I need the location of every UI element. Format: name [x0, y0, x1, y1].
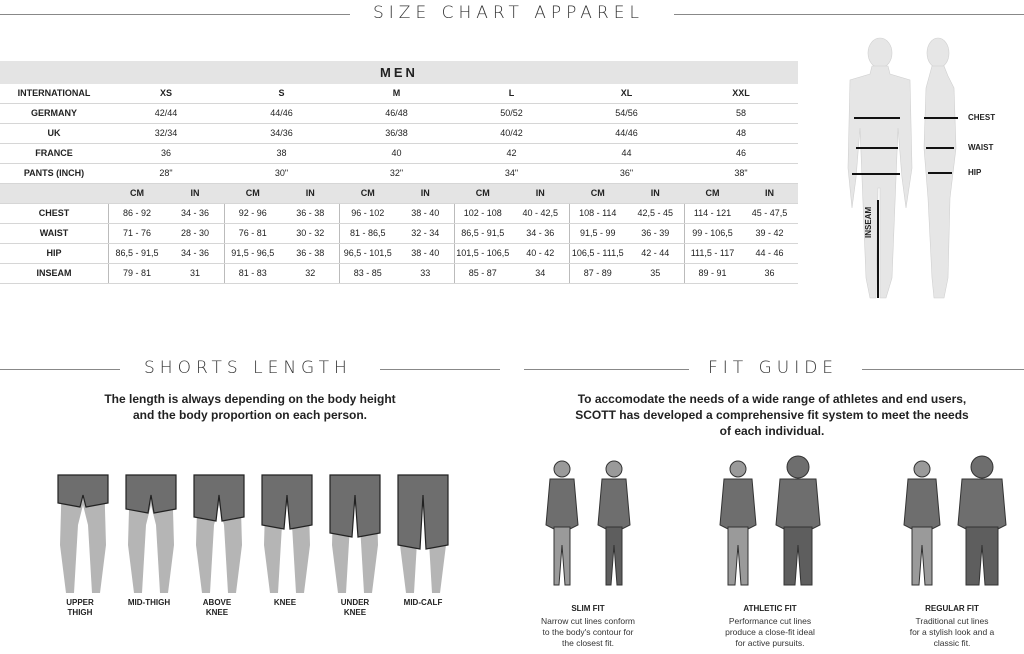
size-header: S: [278, 88, 285, 98]
table-cell: 38": [734, 168, 748, 178]
shorts-figure: [194, 475, 244, 593]
table-cell: 38 - 40: [411, 208, 440, 218]
table-cell: 32 - 34: [411, 228, 440, 238]
fit-figure: [546, 461, 578, 585]
fit-description-line: SCOTT has developed a comprehensive fit system to meet the needs: [575, 408, 969, 422]
waist-label: WAIST: [968, 143, 994, 152]
hip-label: HIP: [968, 168, 982, 177]
fit-description-line: of each individual.: [719, 424, 825, 438]
table-cell: 114 - 121: [693, 208, 732, 218]
fit-illustrations: [530, 455, 1024, 595]
unit-header: CM: [590, 188, 605, 198]
fit-description-line: for active pursuits.: [735, 638, 805, 648]
fit-name: SLIM FIT: [571, 604, 605, 613]
table-cell: 36 - 39: [641, 228, 670, 238]
table-cell: 34 - 36: [526, 228, 555, 238]
table-cell: 33: [420, 268, 431, 278]
fit-description-line: Traditional cut lines: [915, 616, 989, 626]
fit-name: REGULAR FIT: [925, 604, 979, 613]
shorts-title: SHORTS LENGTH: [144, 358, 352, 378]
table-row-measurement: [0, 224, 798, 244]
table-cell: 79 - 81: [122, 268, 152, 278]
table-cell: 28 - 30: [180, 228, 210, 238]
shorts-label-line: THIGH: [67, 608, 93, 617]
table-cell: 42,5 - 45: [637, 208, 674, 218]
size-table: [0, 61, 798, 284]
shorts-label-line: KNEE: [343, 608, 367, 617]
table-cell: 86 - 92: [122, 208, 152, 218]
size-header: XXL: [732, 88, 750, 98]
chest-label: CHEST: [968, 113, 996, 122]
shorts-illustrations: [40, 465, 480, 595]
table-cell: 54/56: [615, 108, 638, 118]
inseam-label: INSEAM: [864, 206, 873, 238]
table-row-conversion: [0, 144, 798, 164]
table-cell: 96,5 - 101,5: [343, 248, 392, 258]
table-cell: 83 - 85: [353, 268, 382, 278]
table-cell: 44/46: [615, 128, 638, 138]
table-row-conversion: [0, 124, 798, 144]
row-label: GERMANY: [30, 108, 77, 118]
unit-header: IN: [535, 188, 545, 198]
fit-figure: [958, 456, 1006, 585]
table-cell: 92 - 96: [238, 208, 267, 218]
table-cell: 89 - 91: [698, 268, 727, 278]
table-cell: 71 - 76: [122, 228, 152, 238]
shorts-label-line: MID-THIGH: [127, 598, 171, 607]
table-cell: 96 - 102: [351, 208, 385, 218]
table-cell: 111,5 - 117: [690, 248, 735, 258]
fit-description-line: Narrow cut lines conform: [540, 616, 635, 626]
header-rule-right: [674, 14, 1024, 15]
table-cell: 34: [535, 268, 546, 278]
table-cell: 91,5 - 99: [579, 228, 616, 238]
table-cell: 50/52: [500, 108, 523, 118]
table-cell: 30": [274, 168, 289, 178]
table-cell: 36 - 38: [296, 248, 325, 258]
unit-header: IN: [650, 188, 660, 198]
table-cell: 39 - 42: [755, 228, 784, 238]
fit-figure: [776, 456, 820, 585]
table-cell: 40: [391, 148, 402, 158]
table-cell: 99 - 106,5: [692, 228, 733, 238]
table-cell: 42/44: [154, 108, 178, 118]
table-cell: 36: [764, 268, 775, 278]
fit-figure: [904, 461, 940, 585]
table-cell: 34/36: [270, 128, 293, 138]
table-cell: 81 - 83: [238, 268, 267, 278]
fit-description: [520, 391, 1024, 439]
fit-description-line: produce a close-fit ideal: [725, 627, 815, 637]
table-cell: 35: [650, 268, 661, 278]
table-row-measurement: [0, 264, 798, 284]
table-cell: 40 - 42,5: [522, 208, 559, 218]
fit-rule-right: [862, 369, 1024, 370]
shorts-label: [378, 598, 468, 608]
shorts-description-line: and the body proportion on each person.: [132, 408, 367, 422]
shorts-label-line: UNDER: [340, 598, 370, 607]
row-label: UK: [47, 128, 61, 138]
unit-header: CM: [475, 188, 490, 198]
table-cell: 45 - 47,5: [751, 208, 788, 218]
fit-name: ATHLETIC FIT: [743, 604, 797, 613]
table-cell: 36: [160, 148, 171, 158]
fit-description-line: for a stylish look and a: [909, 627, 995, 637]
fit-description: [690, 616, 850, 649]
shorts-label-line: UPPER: [66, 598, 94, 607]
table-cell: 42: [506, 148, 517, 158]
table-cell: 34 - 36: [180, 208, 210, 218]
fit-description-line: the closest fit.: [562, 638, 614, 648]
table-cell: 58: [735, 108, 746, 118]
body-measurement-figure: [820, 28, 1024, 318]
table-cell: 40 - 42: [526, 248, 555, 258]
fit-figure: [598, 461, 630, 585]
fit-description: [872, 616, 1024, 649]
shorts-figure: [262, 475, 312, 593]
table-cell: 76 - 81: [238, 228, 267, 238]
table-cell: 36/38: [385, 128, 408, 138]
shorts-label-line: KNEE: [273, 598, 297, 607]
table-cell: 30 - 32: [296, 228, 325, 238]
table-cell: 38 - 40: [411, 248, 440, 258]
fit-guide-title: FIT GUIDE: [708, 358, 839, 378]
table-cell: 32": [389, 168, 404, 178]
table-cell: 32/34: [154, 128, 178, 138]
table-cell: 34 - 36: [180, 248, 210, 258]
row-label: INTERNATIONAL: [17, 88, 91, 98]
row-label: PANTS (INCH): [23, 168, 85, 178]
unit-header: CM: [705, 188, 720, 198]
fit-description-line: To accomodate the needs of a wide range of athletes and end users,: [577, 392, 967, 406]
size-header: L: [508, 88, 515, 98]
unit-header: CM: [245, 188, 260, 198]
shorts-description: [0, 391, 500, 423]
shorts-label-line: KNEE: [205, 608, 229, 617]
shorts-description-line: The length is always depending on the body height: [104, 392, 396, 406]
unit-header: CM: [360, 188, 375, 198]
unit-header: IN: [420, 188, 430, 198]
size-header: XL: [620, 88, 633, 98]
table-title: MEN: [380, 65, 418, 80]
row-label: WAIST: [39, 228, 69, 238]
table-cell: 36": [619, 168, 634, 178]
unit-header: IN: [765, 188, 774, 198]
shorts-label-line: MID-CALF: [403, 598, 443, 607]
table-cell: 36 - 38: [296, 208, 325, 218]
table-cell: 32: [305, 268, 316, 278]
table-cell: 46: [735, 148, 746, 158]
fit-description: [508, 616, 668, 649]
shorts-rule-left: [0, 369, 120, 370]
row-label: HIP: [46, 248, 62, 258]
table-title-row: [0, 61, 798, 84]
fit-figure: [720, 461, 756, 585]
shorts-figure: [330, 475, 380, 593]
table-cell: 44 - 46: [755, 248, 784, 258]
fit-description-line: to the body's contour for: [542, 627, 634, 637]
fit-rule-left: [524, 369, 689, 370]
table-cell: 38: [276, 148, 287, 158]
fit-description-line: classic fit.: [933, 638, 971, 648]
table-cell: 48: [735, 128, 746, 138]
table-cell: 108 - 114: [579, 208, 617, 218]
table-row-measurement: [0, 204, 798, 224]
shorts-rule-right: [380, 369, 500, 370]
row-label: INSEAM: [36, 268, 72, 278]
table-row-conversion: [0, 164, 798, 184]
table-cell: 34": [504, 168, 519, 178]
table-row-conversion: [0, 104, 798, 124]
unit-header: IN: [305, 188, 315, 198]
page-title: SIZE CHART APPAREL: [373, 3, 644, 23]
table-cell: 86,5 - 91,5: [461, 228, 505, 238]
table-cell: 44/46: [270, 108, 293, 118]
table-cell: 106,5 - 111,5: [571, 248, 624, 258]
table-cell: 46/48: [385, 108, 408, 118]
table-cell: 86,5 - 91,5: [115, 248, 159, 258]
table-cell: 85 - 87: [468, 268, 497, 278]
unit-header: IN: [190, 188, 200, 198]
unit-header: CM: [130, 188, 144, 198]
table-cell: 81 - 86,5: [349, 228, 386, 238]
size-header: XS: [159, 88, 172, 98]
shorts-figure: [58, 475, 108, 593]
table-cell: 42 - 44: [641, 248, 670, 258]
row-label: FRANCE: [35, 148, 73, 158]
table-cell: 87 - 89: [583, 268, 612, 278]
table-row-units: [0, 184, 798, 204]
table-cell: 91,5 - 96,5: [231, 248, 275, 258]
size-header: M: [392, 88, 401, 98]
table-cell: 31: [189, 268, 200, 278]
fit-description-line: Performance cut lines: [728, 616, 812, 626]
shorts-label-line: ABOVE: [202, 598, 232, 607]
table-cell: 44: [621, 148, 632, 158]
table-cell: 28": [159, 168, 173, 178]
row-label: CHEST: [38, 208, 70, 218]
header-rule-left: [0, 14, 350, 15]
table-cell: 40/42: [500, 128, 523, 138]
table-cell: 102 - 108: [463, 208, 502, 218]
table-cell: 101,5 - 106,5: [456, 248, 510, 258]
table-row-measurement: [0, 244, 798, 264]
shorts-figure: [398, 475, 448, 593]
table-row-international: [0, 84, 798, 104]
shorts-figure: [126, 475, 176, 593]
